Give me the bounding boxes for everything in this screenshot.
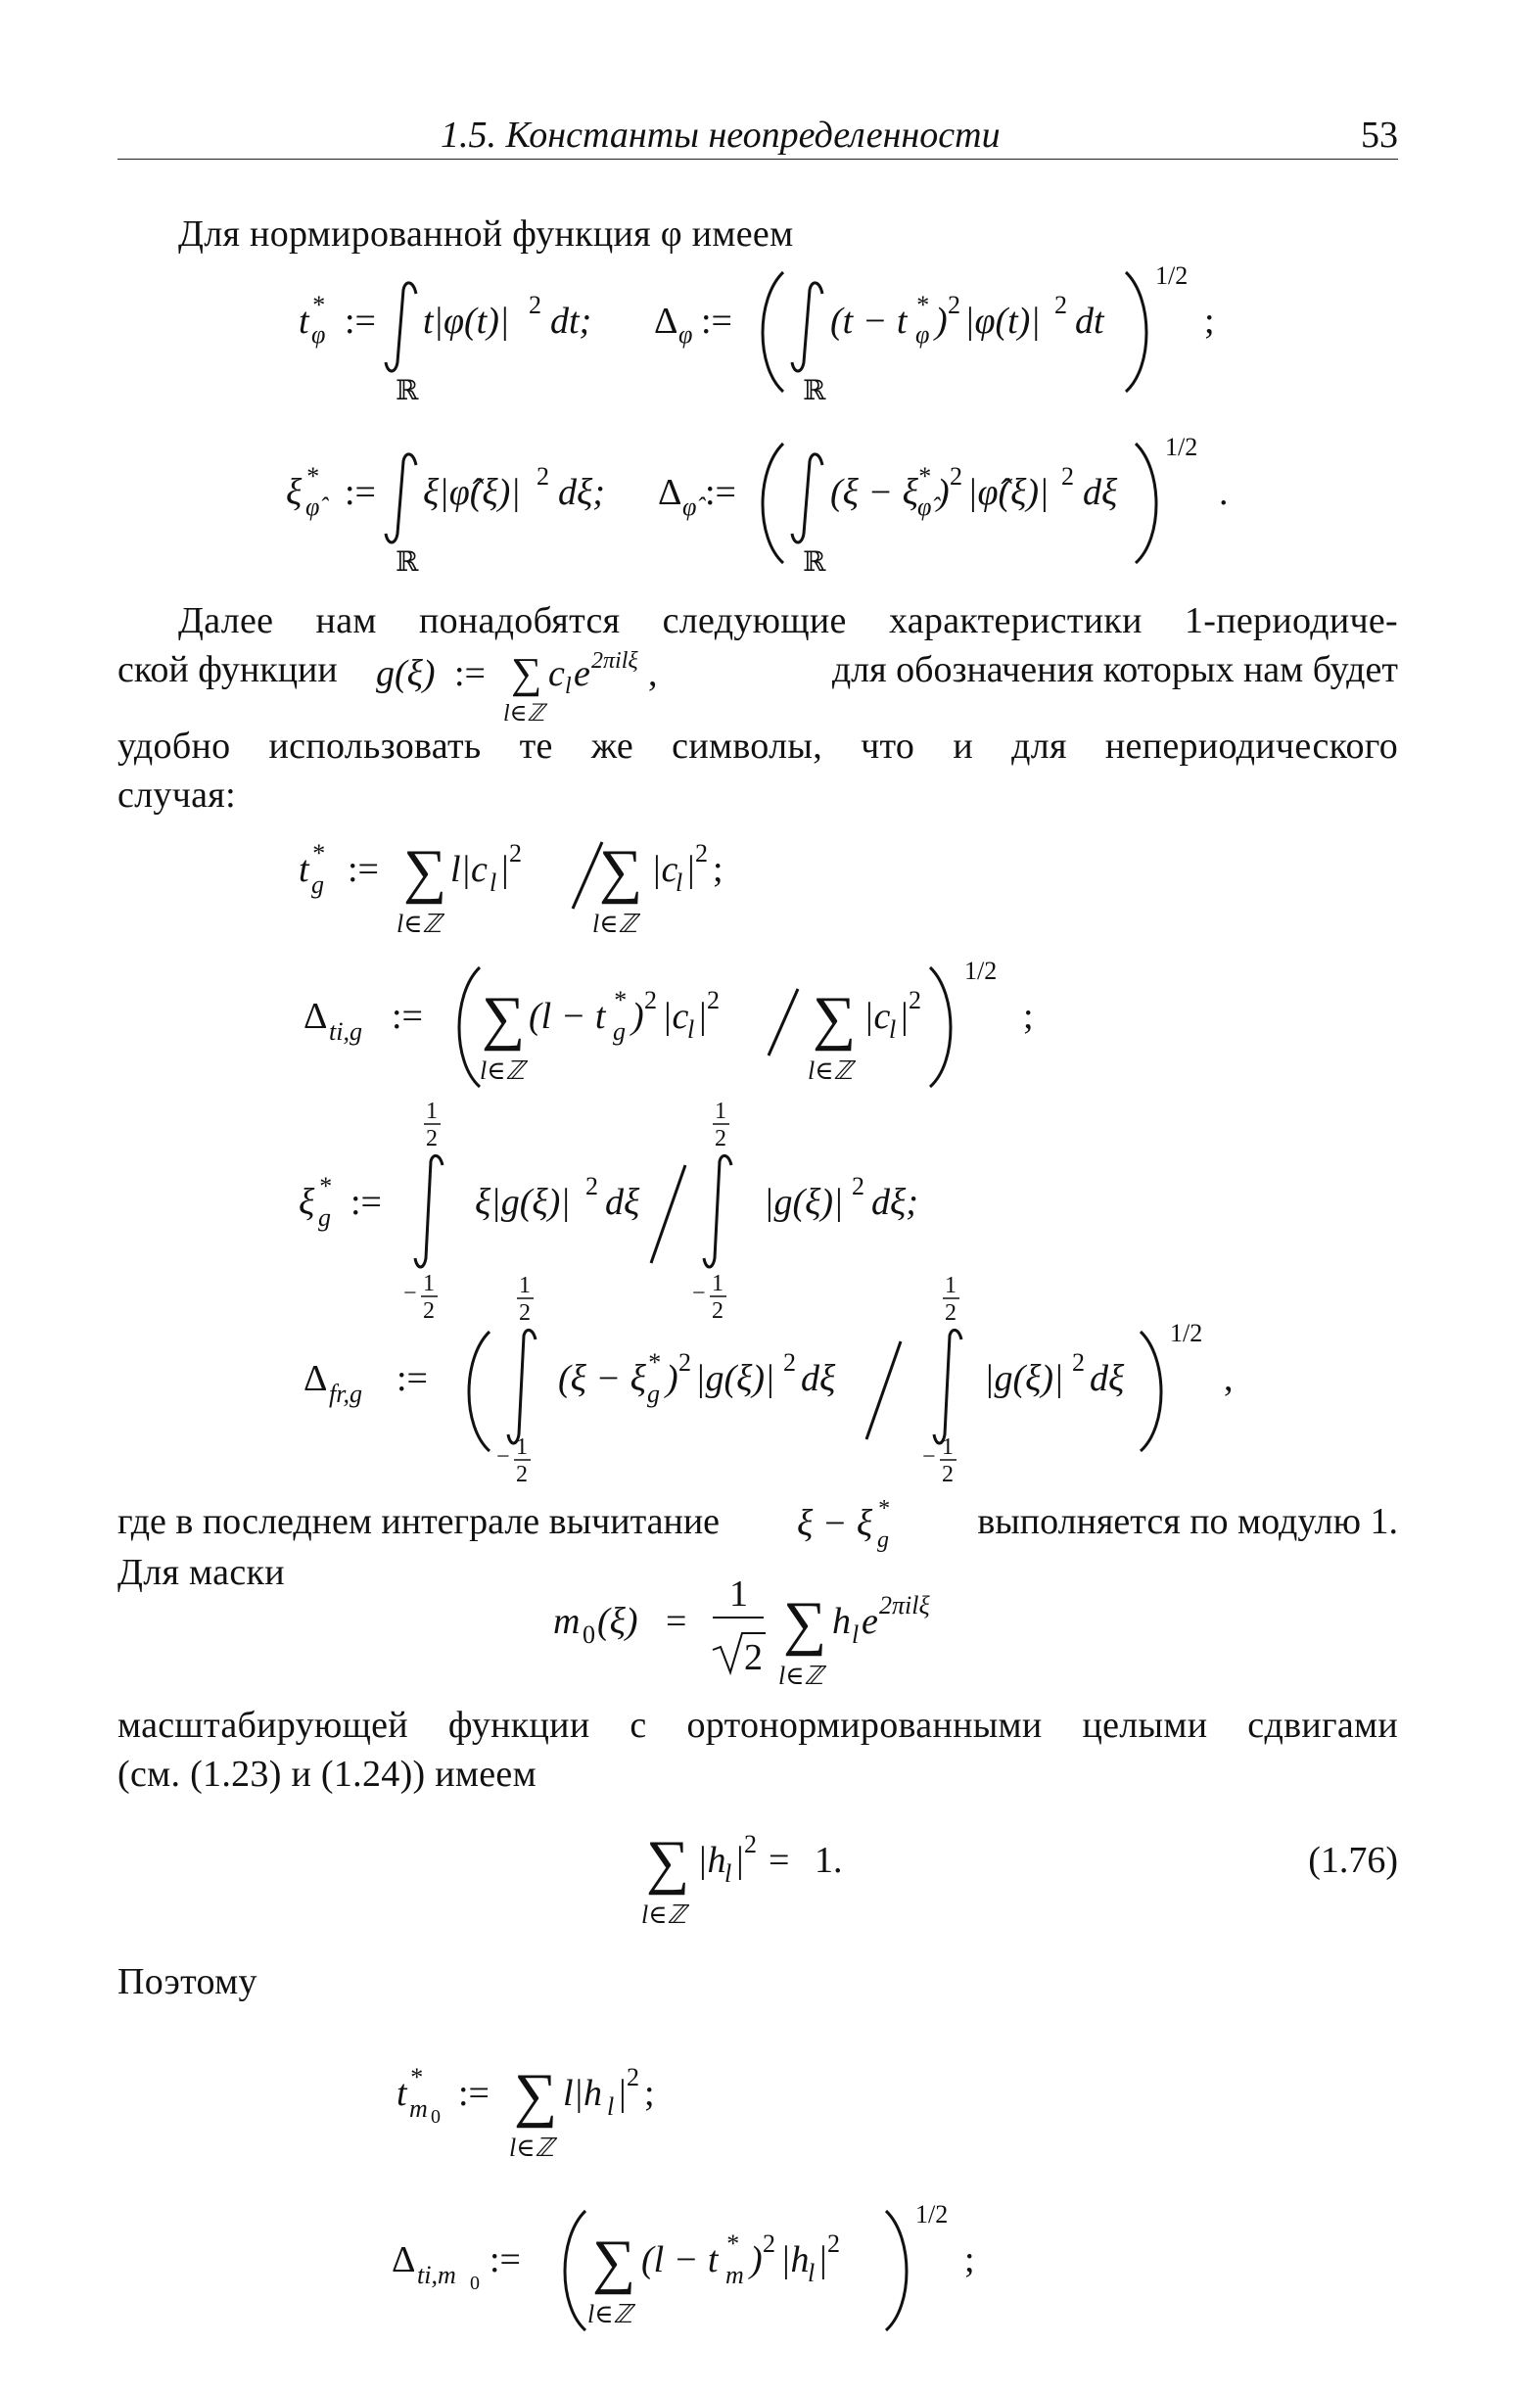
svg-text:φ̂: φ̂ [682,493,697,521]
svg-text:2: 2 [948,291,960,319]
svg-text:dξ;: dξ; [871,1182,918,1223]
svg-text:l: l [687,1015,695,1044]
svg-text:|: | [817,2239,828,2280]
svg-text:ti,g: ti,g [329,1017,362,1046]
svg-text:;: ; [964,2239,975,2280]
svg-text:l|c: l|c [450,849,488,890]
svg-text:∑: ∑ [511,649,542,697]
svg-text:l∈ℤ: l∈ℤ [808,1056,853,1085]
svg-text:l∈ℤ: l∈ℤ [509,2134,554,2162]
svg-text:|g(ξ)|: |g(ξ)| [764,1182,844,1223]
svg-text::=: := [701,301,732,342]
svg-text:2: 2 [763,2229,775,2258]
svg-text:g: g [647,1380,660,1408]
svg-text::=: := [392,996,423,1037]
svg-text::=: := [350,1182,382,1223]
svg-text::=: := [397,1358,428,1399]
svg-text:,: , [1224,1358,1234,1399]
svg-text:l: l [676,868,683,897]
svg-text:∑: ∑ [403,838,447,905]
svg-text:l∈ℤ: l∈ℤ [503,701,545,727]
svg-text:1/2: 1/2 [964,957,998,985]
svg-text:g(ξ): g(ξ) [376,653,436,694]
svg-text:dt;: dt; [550,301,592,342]
svg-text:l: l [724,1859,732,1888]
running-header [117,108,1398,160]
svg-text::=: := [705,472,736,513]
svg-text:(t − t: (t − t [830,301,908,342]
svg-text:2: 2 [744,1830,757,1858]
svg-text:l: l [607,2092,615,2121]
equation-xi-star [286,433,1229,578]
svg-text:): ) [935,301,948,342]
svg-text:Δ: Δ [392,2239,416,2280]
svg-text:2: 2 [715,1126,726,1151]
svg-text:dξ: dξ [801,1358,836,1399]
svg-text:φ̂: φ̂ [917,493,932,521]
svg-text:|h: |h [697,1840,726,1881]
svg-text:2: 2 [1061,462,1074,491]
svg-text:Δ: Δ [658,472,682,513]
svg-text:l∈ℤ: l∈ℤ [480,1056,525,1085]
svg-text::=: := [454,653,486,694]
svg-text:l∈ℤ: l∈ℤ [397,910,442,938]
svg-text:;: ; [1204,301,1215,342]
svg-text::=: := [490,2239,521,2280]
svg-text:2: 2 [695,839,708,868]
svg-text:g: g [877,1527,889,1553]
svg-text:φ: φ [311,320,326,349]
svg-text:t: t [299,849,309,890]
svg-text:(ξ − ξ: (ξ − ξ [558,1358,646,1399]
running-title: 1.5. Константы неопределенности [441,115,1001,156]
paragraph-therefore: Поэтому [117,1961,257,2002]
text-run: ской функции [117,649,338,690]
paragraph-periodic-line3: удобно использовать те же символы, что и для непериодического [117,726,1398,767]
paragraph-periodic-line2 [117,648,1398,727]
svg-text:ℝ: ℝ [803,547,826,578]
text-run: для обозначения которых нам будет [831,649,1398,690]
svg-text:1.: 1. [815,1840,843,1881]
svg-text:): ) [750,2239,763,2280]
svg-text:): ) [666,1358,678,1399]
svg-text:|g(ξ)|: |g(ξ)| [984,1358,1064,1399]
svg-text:2: 2 [644,986,657,1014]
text-run: выполняется по модулю 1. [977,1501,1398,1542]
svg-text:*: * [311,839,324,868]
svg-text:=: = [769,1840,790,1881]
svg-text:2: 2 [1054,291,1067,319]
svg-text:m: m [409,2094,428,2123]
svg-text:1: 1 [519,1273,531,1298]
svg-text:2: 2 [529,291,541,319]
svg-text:dξ: dξ [1083,472,1118,513]
svg-text::=: := [348,849,379,890]
paragraph-modulo-line1 [117,1496,1398,1553]
paragraph-periodic-line1: Далее нам понадобятся следующие характеристики 1-периодиче- [178,600,1398,641]
svg-text:2: 2 [712,1298,723,1324]
svg-text:|c: |c [651,849,678,890]
svg-text:ti,m: ti,m [417,2261,456,2289]
svg-text:1: 1 [712,1271,723,1296]
equation-tg-star [299,838,723,938]
svg-text:1/2: 1/2 [1170,1319,1203,1347]
svg-text:1: 1 [516,1434,528,1460]
svg-text:|φ(t)|: |φ(t)| [964,301,1041,342]
svg-text:|c: |c [863,996,891,1037]
svg-text:Δ: Δ [303,1358,328,1399]
svg-text:dt: dt [1075,301,1104,342]
svg-text:∑: ∑ [592,2229,636,2295]
svg-text:∑: ∑ [783,1590,827,1657]
svg-text:1/2: 1/2 [915,2200,949,2229]
svg-text:1/2: 1/2 [1165,433,1198,461]
svg-text:1: 1 [715,1099,726,1124]
svg-text:2: 2 [678,1348,691,1377]
svg-text:=: = [666,1601,687,1642]
svg-text:e: e [862,1601,878,1642]
svg-text:g: g [613,1017,626,1046]
svg-text:Δ: Δ [654,301,678,342]
svg-text:2πilξ: 2πilξ [591,648,638,674]
svg-text:dξ;: dξ; [558,472,605,513]
svg-text:t: t [397,2073,407,2114]
inline-xi-minus-xi-star [793,1494,969,1557]
svg-text:1: 1 [942,1434,954,1460]
paragraph-orthonormal-line1: масштабирующей функции с ортонормированными целыми сдвигами [117,1705,1398,1746]
svg-text:2: 2 [827,2229,840,2258]
svg-text:1/2: 1/2 [1155,261,1189,290]
svg-text:ℝ: ℝ [803,376,826,406]
svg-text:2: 2 [1072,1348,1085,1377]
equation-t-star [299,261,1215,406]
svg-text:∑: ∑ [813,985,857,1052]
svg-text:ξ: ξ [286,472,303,513]
svg-text:|: | [734,1840,745,1881]
equation-delta-ti-m0 [392,2200,975,2330]
svg-text:0: 0 [583,1620,595,1649]
svg-text:m: m [725,2261,744,2289]
svg-text:dξ: dξ [605,1182,640,1223]
svg-text:|: | [685,849,696,890]
svg-text:g: g [311,870,324,899]
svg-text:(ξ − ξ: (ξ − ξ [830,472,918,513]
svg-text:;: ; [713,849,723,890]
svg-text:2: 2 [909,986,921,1014]
paragraph-modulo-line2: Для маски [117,1552,285,1593]
svg-text:(l − t: (l − t [529,996,606,1037]
svg-text:∑: ∑ [482,985,526,1052]
svg-text:l|h: l|h [563,2073,603,2114]
svg-text:*: * [613,986,626,1014]
svg-text:−: − [496,1444,510,1470]
svg-text:2: 2 [783,1348,796,1377]
page-number: 53 [1361,115,1398,156]
svg-text:2: 2 [627,2063,639,2091]
svg-text:*: * [311,291,324,319]
svg-text:dξ: dξ [1090,1358,1125,1399]
svg-text:2: 2 [519,1300,531,1326]
equation-delta-fr-g [303,1273,1234,1487]
svg-text:ξ − ξ: ξ − ξ [797,1503,873,1544]
svg-text:0: 0 [470,2273,480,2294]
svg-text::=: := [458,2073,490,2114]
svg-text:φ: φ [678,320,693,349]
svg-text:2: 2 [945,1300,957,1326]
svg-text:): ) [937,472,950,513]
svg-text:(ξ): (ξ) [597,1601,638,1642]
svg-text:2: 2 [950,462,962,491]
equation-delta-ti-g [303,957,1034,1087]
svg-text:l: l [490,868,497,897]
svg-text:.: . [1219,472,1229,513]
svg-text:m: m [553,1601,581,1642]
svg-text:2πilξ: 2πilξ [879,1591,930,1619]
svg-text:l: l [889,1015,897,1044]
svg-text:l∈ℤ: l∈ℤ [592,910,637,938]
svg-text:|h: |h [780,2239,810,2280]
svg-text:h: h [832,1601,851,1642]
svg-text:ξ: ξ [299,1182,315,1223]
svg-text:−: − [692,1281,706,1306]
equation-block-mask [0,2007,1540,2393]
svg-text:ξ|φ̂(ξ)|: ξ|φ̂(ξ)| [423,472,521,513]
inline-g-definition [374,638,844,727]
svg-text:*: * [917,462,930,491]
svg-text:t|φ(t)|: t|φ(t)| [423,301,510,342]
svg-text:2: 2 [537,462,549,491]
svg-text:0: 0 [431,2106,441,2128]
svg-text:|c: |c [662,996,689,1037]
svg-text:2: 2 [423,1298,435,1324]
svg-text:l: l [808,2259,816,2287]
svg-text:2: 2 [744,1637,763,1678]
svg-text:2: 2 [852,1172,864,1200]
svg-text:g: g [318,1203,331,1232]
text-run: где в последнем интеграле вычитание [117,1501,721,1542]
svg-text:c: c [548,653,565,694]
svg-text:−: − [922,1444,936,1470]
svg-text:ℝ: ℝ [396,376,419,406]
svg-text:1: 1 [423,1271,435,1296]
svg-text:1: 1 [945,1273,957,1298]
svg-text:ℝ: ℝ [396,547,419,578]
svg-text:*: * [305,462,318,491]
svg-text:∑: ∑ [599,838,643,905]
equation-mask [0,1557,1540,1704]
svg-text:|: | [697,996,708,1037]
equation-xi-g-star [299,1099,918,1324]
svg-text:*: * [318,1172,331,1200]
paragraph-orthonormal-line2: (см. (1.23) и (1.24)) имеем [117,1754,537,1795]
svg-text:1: 1 [426,1099,438,1124]
svg-text:φ: φ [915,320,930,349]
equation-block-periodic [0,822,1540,1487]
svg-text:|: | [499,849,510,890]
svg-text:|φ̂(ξ)|: |φ̂(ξ)| [967,472,1050,513]
svg-text:|: | [617,2073,628,2114]
svg-text:ξ|g(ξ)|: ξ|g(ξ)| [475,1182,571,1223]
svg-text:2: 2 [516,1462,528,1487]
svg-text:l∈ℤ: l∈ℤ [587,2300,632,2328]
svg-text:l: l [852,1620,860,1649]
svg-text:φ̂: φ̂ [305,493,320,521]
svg-text:∑: ∑ [646,1829,690,1896]
svg-text:*: * [915,291,928,319]
svg-text:): ) [631,996,644,1037]
svg-text:2: 2 [509,839,522,868]
svg-text:*: * [725,2229,738,2258]
svg-text:(l − t: (l − t [641,2239,719,2280]
svg-text:e: e [574,653,590,694]
svg-text::=: := [345,472,376,513]
svg-text:1: 1 [729,1573,748,1615]
paragraph-periodic-line4: случая: [117,774,236,816]
svg-text:|g(ξ)|: |g(ξ)| [695,1358,775,1399]
svg-text:*: * [409,2063,422,2091]
svg-text:*: * [877,1496,889,1522]
svg-text:∑: ∑ [514,2062,558,2129]
svg-text:l∈ℤ: l∈ℤ [641,1900,686,1929]
svg-text:;: ; [644,2073,655,2114]
svg-text:l: l [565,674,572,699]
paragraph-intro: Для нормированной функция φ имеем [178,213,794,255]
svg-text:t: t [299,301,309,342]
svg-text:,: , [648,653,658,694]
svg-text:−: − [403,1281,417,1306]
svg-text:2: 2 [426,1126,438,1151]
svg-text:*: * [647,1348,660,1377]
svg-text:|: | [899,996,910,1037]
equation-block-centers [0,245,1540,597]
svg-text:l∈ℤ: l∈ℤ [778,1662,823,1690]
svg-text:2: 2 [585,1172,598,1200]
equation-tm0-star [397,2062,655,2162]
svg-text:;: ; [1023,996,1034,1037]
svg-text:fr,g: fr,g [329,1380,362,1408]
svg-text:2: 2 [942,1462,954,1487]
svg-text::=: := [345,301,376,342]
svg-text:Δ: Δ [303,996,328,1037]
svg-text:2: 2 [707,986,720,1014]
equation-number: (1.76) [1308,1840,1398,1881]
